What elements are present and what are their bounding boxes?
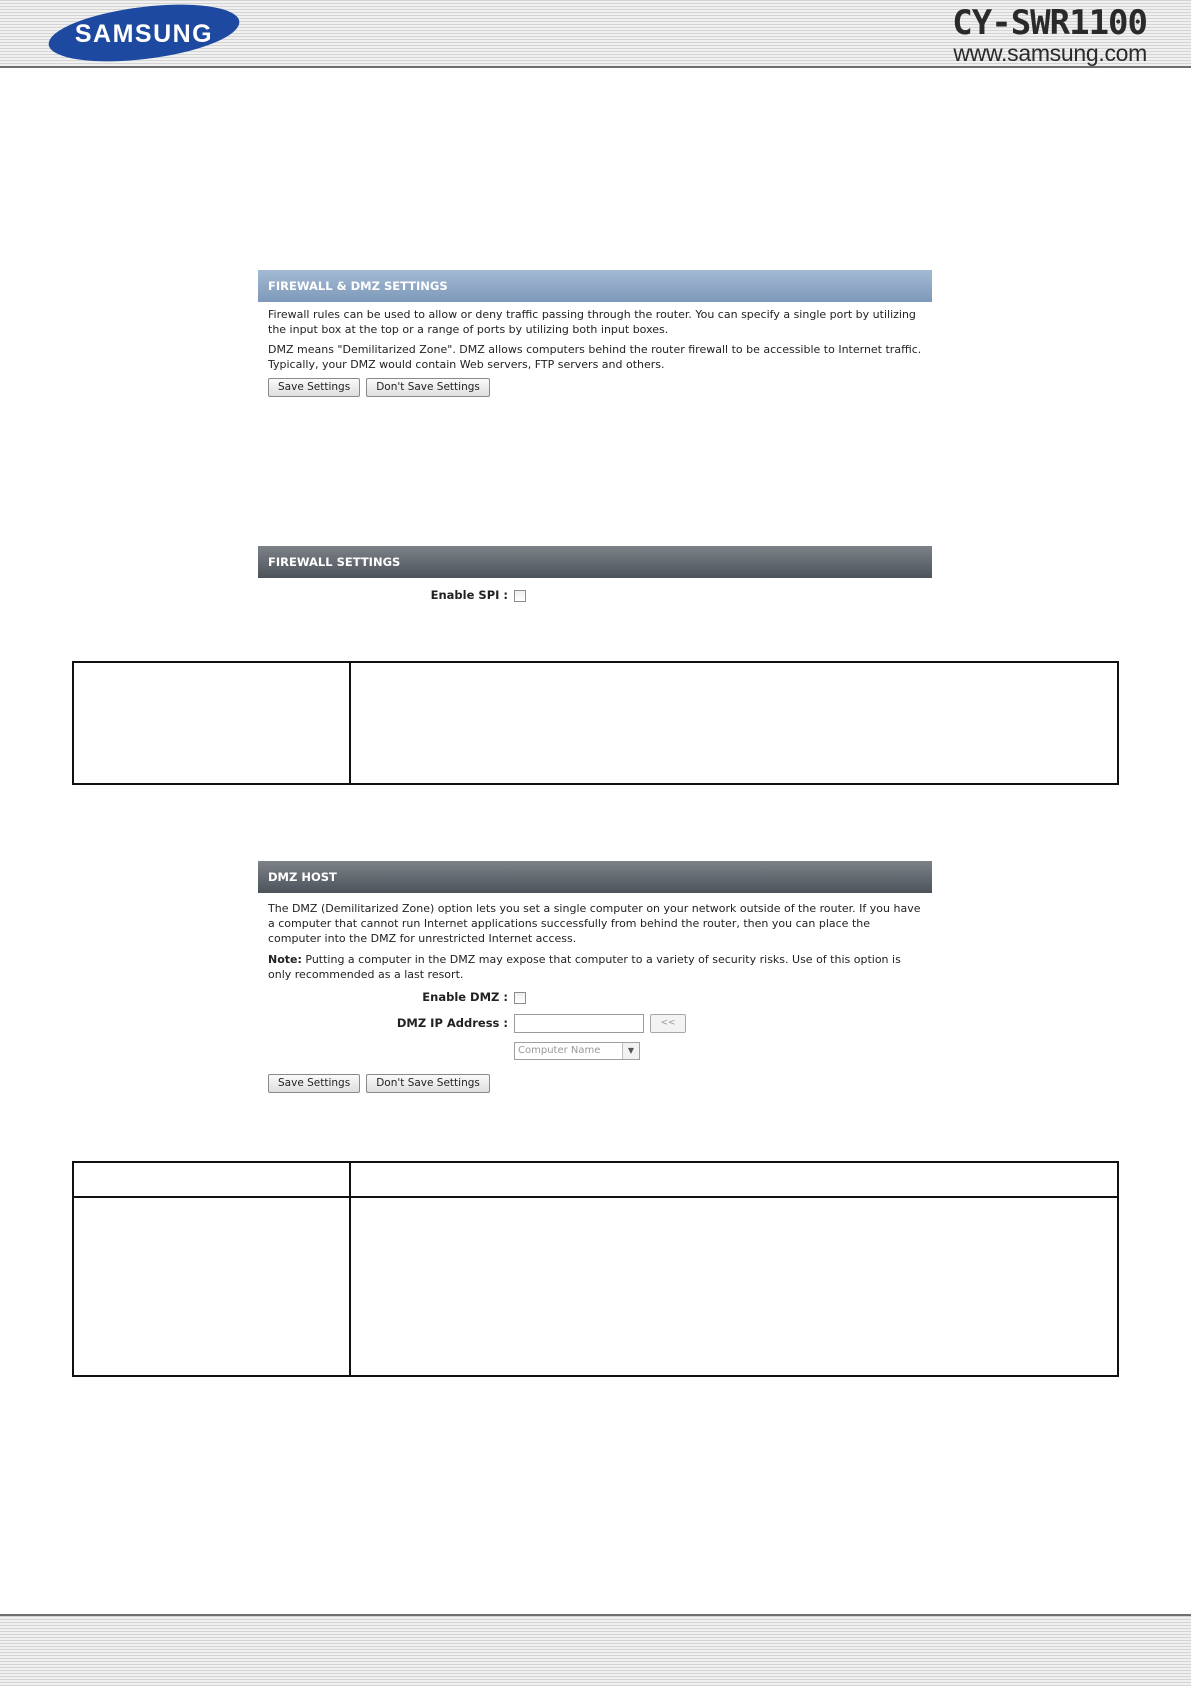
panel-description: Firewall rules can be used to allow or deny traffic passing through the router. You can specify a single port by utilizing the input box at the top or a range of ports by utilizing both input boxes. [268,308,916,336]
copy-ip-button[interactable]: << [650,1014,686,1033]
samsung-logo-text: SAMSUNG [74,20,214,48]
enable-spi-checkbox[interactable] [514,590,526,602]
description-table [72,1161,1119,1377]
model-name: CY-SWR1100 [952,3,1147,43]
computer-name-select-value: Computer Name [518,1045,601,1056]
enable-spi-row [258,584,932,610]
computer-name-select[interactable] [514,1042,640,1060]
enable-dmz-checkbox[interactable] [514,992,526,1004]
note-text: Putting a computer in the DMZ may expose that computer to a variety of security risks. Use of this option is only recommended as a last resort. [268,953,901,981]
page-footer [0,1614,1191,1686]
computer-name-row [258,1038,932,1062]
panel-description: DMZ means "Demilitarized Zone". DMZ allows computers behind the router firewall to be accessible to Internet traffic. Typically, your DMZ would contain Web servers, FTP servers and others. [268,343,922,371]
dont-save-settings-button[interactable]: Don't Save Settings [366,378,490,397]
dmz-ip-input[interactable] [514,1014,644,1033]
model-block [952,4,1147,64]
panel-title: FIREWALL & DMZ SETTINGS [258,270,932,302]
enable-spi-label: Enable SPI : [430,588,508,602]
description-table [72,661,1119,785]
chevron-down-icon: ▼ [622,1043,639,1059]
enable-dmz-label: Enable DMZ : [422,990,508,1004]
save-settings-button[interactable]: Save Settings [268,378,360,397]
table-row-divider [74,1196,1117,1198]
website-url: www.samsung.com [953,40,1147,66]
save-settings-button[interactable]: Save Settings [268,1074,360,1093]
dmz-ip-row [258,1012,932,1038]
enable-dmz-row [258,986,932,1012]
firewall-settings-panel [258,546,932,610]
samsung-logo-ellipse [44,3,244,63]
table-column-divider [349,663,351,783]
table-column-divider [349,1163,351,1375]
panel-title: DMZ HOST [258,861,932,893]
page-header [0,0,1191,68]
panel-title: FIREWALL SETTINGS [258,546,932,578]
dont-save-settings-button[interactable]: Don't Save Settings [366,1074,490,1093]
dmz-ip-label: DMZ IP Address : [396,1016,508,1030]
firewall-dmz-settings-panel [258,270,932,397]
panel-note [258,946,932,982]
dmz-host-panel [258,861,932,1093]
samsung-logo [44,3,244,63]
panel-description: The DMZ (Demilitarized Zone) option lets you set a single computer on your network outside of the router. If you have a computer that cannot run Internet applications successfully from behind the router, then you can place the computer into the DMZ for unrestricted Internet access. [268,902,921,945]
note-label: Note: [268,953,302,966]
